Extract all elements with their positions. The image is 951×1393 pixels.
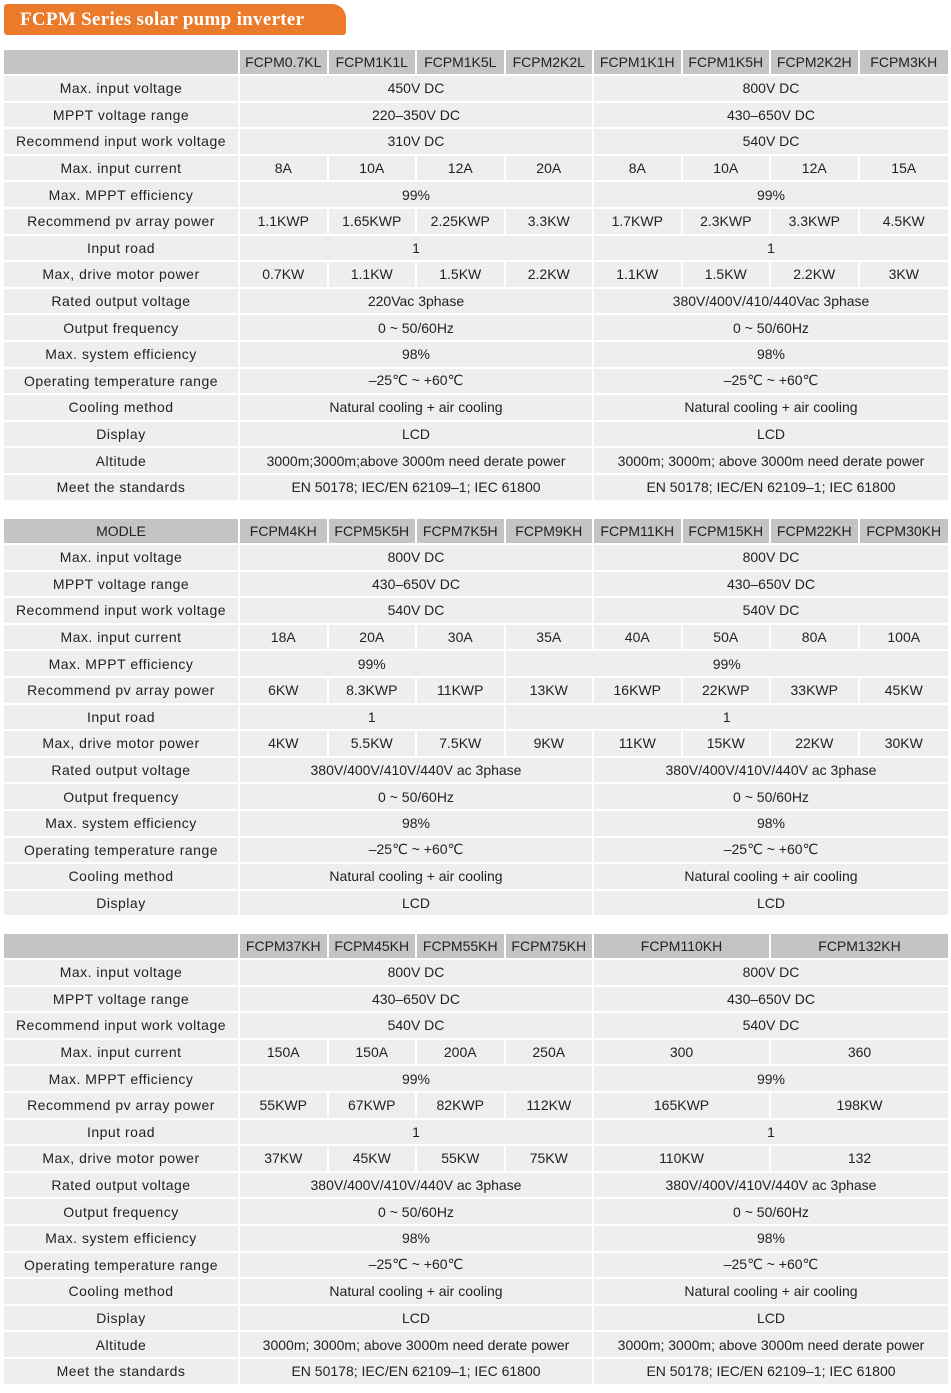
value-cell: 540V DC: [594, 1013, 948, 1040]
value-cell: 1: [240, 236, 594, 263]
value-cell: 1.7KWP: [594, 209, 683, 236]
value-cell: Natural cooling + air cooling: [240, 1279, 594, 1306]
model-header-cell: FCPM11KH: [594, 519, 683, 545]
model-header-cell: FCPM4KH: [240, 519, 329, 545]
row-label: Output frequency: [4, 784, 240, 811]
row-label: Max. MPPT efficiency: [4, 182, 240, 209]
value-cell: –25℃ ~ +60℃: [594, 838, 948, 865]
value-cell: 35A: [506, 625, 595, 652]
value-cell: LCD: [240, 422, 594, 449]
value-cell: 1.1KW: [329, 262, 418, 289]
row-label: Cooling method: [4, 1279, 240, 1306]
row-label: Recommend pv array power: [4, 678, 240, 705]
value-cell: 310V DC: [240, 129, 594, 156]
table-row: [4, 76, 948, 103]
table-row: [4, 1226, 948, 1253]
model-header-cell: FCPM55KH: [417, 934, 506, 960]
value-cell: 150A: [329, 1040, 418, 1067]
model-header-cell: FCPM30KH: [860, 519, 949, 545]
row-label: Altitude: [4, 448, 240, 475]
row-label: Display: [4, 422, 240, 449]
row-label: Rated output voltage: [4, 758, 240, 785]
row-label: Cooling method: [4, 864, 240, 891]
value-cell: 165KWP: [594, 1093, 771, 1120]
table-row: [4, 651, 948, 678]
model-header-cell: FCPM9KH: [506, 519, 595, 545]
table-row: [4, 1253, 948, 1280]
value-cell: 15KW: [683, 731, 772, 758]
table-row: [4, 1199, 948, 1226]
table-row: [4, 395, 948, 422]
row-label: Input road: [4, 705, 240, 732]
value-cell: 9KW: [506, 731, 595, 758]
value-cell: Natural cooling + air cooling: [240, 395, 594, 422]
value-cell: LCD: [594, 422, 948, 449]
row-label: Output frequency: [4, 315, 240, 342]
value-cell: 1.5KW: [683, 262, 772, 289]
page-title: FCPM Series solar pump inverter: [4, 4, 346, 35]
row-label: Max. MPPT efficiency: [4, 651, 240, 678]
table-row: [4, 236, 948, 263]
model-header-cell: FCPM45KH: [329, 934, 418, 960]
value-cell: 1.1KW: [594, 262, 683, 289]
table-row: [4, 1040, 948, 1067]
model-header-cell: FCPM132KH: [771, 934, 948, 960]
table-row: [4, 838, 948, 865]
table-row: [4, 129, 948, 156]
row-label: Rated output voltage: [4, 289, 240, 316]
value-cell: 98%: [594, 1226, 948, 1253]
value-cell: 82KWP: [417, 1093, 506, 1120]
value-cell: 1.1KWP: [240, 209, 329, 236]
model-header-cell: FCPM22KH: [771, 519, 860, 545]
value-cell: 198KW: [771, 1093, 948, 1120]
value-cell: 50A: [683, 625, 772, 652]
row-label: Operating temperature range: [4, 369, 240, 396]
value-cell: 540V DC: [594, 598, 948, 625]
value-cell: 800V DC: [594, 545, 948, 572]
table-row: [4, 1066, 948, 1093]
row-label: Recommend input work voltage: [4, 129, 240, 156]
model-header-cell: FCPM1K1H: [594, 50, 683, 76]
model-header-cell: FCPM1K1L: [329, 50, 418, 76]
value-cell: 33KWP: [771, 678, 860, 705]
value-cell: 67KWP: [329, 1093, 418, 1120]
table-row: [4, 811, 948, 838]
row-label: Max. input current: [4, 156, 240, 183]
value-cell: 430–650V DC: [240, 572, 594, 599]
value-cell: 10A: [683, 156, 772, 183]
value-cell: EN 50178; IEC/EN 62109–1; IEC 61800: [594, 1359, 948, 1386]
value-cell: 8A: [240, 156, 329, 183]
value-cell: EN 50178; IEC/EN 62109–1; IEC 61800: [240, 475, 594, 502]
row-label: MPPT voltage range: [4, 572, 240, 599]
value-cell: 30KW: [860, 731, 949, 758]
value-cell: 110KW: [594, 1146, 771, 1173]
value-cell: 540V DC: [240, 598, 594, 625]
table-row: [4, 987, 948, 1014]
model-header-cell: FCPM5K5H: [329, 519, 418, 545]
table-row: [4, 758, 948, 785]
value-cell: 3.3KW: [506, 209, 595, 236]
row-label: Recommend input work voltage: [4, 598, 240, 625]
value-cell: 380V/400V/410V/440V ac 3phase: [240, 1173, 594, 1200]
value-cell: 30A: [417, 625, 506, 652]
table-row: [4, 1146, 948, 1173]
value-cell: 200A: [417, 1040, 506, 1067]
table-row: [4, 731, 948, 758]
value-cell: 20A: [329, 625, 418, 652]
value-cell: 220Vac 3phase: [240, 289, 594, 316]
value-cell: 16KWP: [594, 678, 683, 705]
value-cell: LCD: [240, 1306, 594, 1333]
model-header-cell: FCPM15KH: [683, 519, 772, 545]
model-header-cell: FCPM3KH: [860, 50, 949, 76]
spec-table-mid-power: [4, 519, 948, 917]
value-cell: 99%: [240, 651, 506, 678]
value-cell: 98%: [594, 811, 948, 838]
header-label-cell: MODLE: [4, 519, 240, 545]
value-cell: 2.2KW: [771, 262, 860, 289]
value-cell: 37KW: [240, 1146, 329, 1173]
table-row: [4, 1279, 948, 1306]
table-row: [4, 705, 948, 732]
table-row: [4, 1306, 948, 1333]
row-label: Meet the standards: [4, 1359, 240, 1386]
value-cell: 45KW: [329, 1146, 418, 1173]
value-cell: 13KW: [506, 678, 595, 705]
model-header-cell: FCPM7K5H: [417, 519, 506, 545]
table-row: [4, 1120, 948, 1147]
row-label: Max, drive motor power: [4, 731, 240, 758]
value-cell: 45KW: [860, 678, 949, 705]
table-row: [4, 598, 948, 625]
value-cell: 99%: [594, 182, 948, 209]
row-label: Max, drive motor power: [4, 262, 240, 289]
row-label: Max, drive motor power: [4, 1146, 240, 1173]
table-row: [4, 784, 948, 811]
row-label: Recommend input work voltage: [4, 1013, 240, 1040]
value-cell: 0 ~ 50/60Hz: [240, 315, 594, 342]
value-cell: 300: [594, 1040, 771, 1067]
table-row: [4, 209, 948, 236]
value-cell: 0 ~ 50/60Hz: [240, 1199, 594, 1226]
value-cell: 250A: [506, 1040, 595, 1067]
model-header-cell: FCPM1K5H: [683, 50, 772, 76]
value-cell: 3000m;3000m;above 3000m need derate power: [240, 448, 594, 475]
table-row: [4, 182, 948, 209]
value-cell: 540V DC: [594, 129, 948, 156]
row-label: MPPT voltage range: [4, 103, 240, 130]
value-cell: 8A: [594, 156, 683, 183]
value-cell: 100A: [860, 625, 949, 652]
value-cell: 3000m; 3000m; above 3000m need derate power: [594, 1332, 948, 1359]
model-header-cell: FCPM2K2L: [506, 50, 595, 76]
value-cell: 98%: [240, 342, 594, 369]
table-row: [4, 156, 948, 183]
table-row: [4, 1332, 948, 1359]
row-label: Max. input current: [4, 625, 240, 652]
value-cell: 75KW: [506, 1146, 595, 1173]
table-row: [4, 262, 948, 289]
value-cell: 0 ~ 50/60Hz: [240, 784, 594, 811]
value-cell: 360: [771, 1040, 948, 1067]
value-cell: 3KW: [860, 262, 949, 289]
table-header-row: [4, 50, 948, 76]
value-cell: 150A: [240, 1040, 329, 1067]
value-cell: 3.3KWP: [771, 209, 860, 236]
value-cell: 8.3KWP: [329, 678, 418, 705]
value-cell: 2.25KWP: [417, 209, 506, 236]
value-cell: 55KWP: [240, 1093, 329, 1120]
value-cell: –25℃ ~ +60℃: [240, 1253, 594, 1280]
value-cell: 800V DC: [240, 960, 594, 987]
value-cell: 15A: [860, 156, 949, 183]
table-row: [4, 678, 948, 705]
value-cell: 2.3KWP: [683, 209, 772, 236]
row-label: Input road: [4, 1120, 240, 1147]
model-header-cell: FCPM75KH: [506, 934, 595, 960]
value-cell: Natural cooling + air cooling: [594, 864, 948, 891]
table-row: [4, 1093, 948, 1120]
value-cell: –25℃ ~ +60℃: [240, 838, 594, 865]
value-cell: 132: [771, 1146, 948, 1173]
value-cell: 4.5KW: [860, 209, 949, 236]
model-header-cell: FCPM37KH: [240, 934, 329, 960]
value-cell: 1: [594, 1120, 948, 1147]
value-cell: –25℃ ~ +60℃: [240, 369, 594, 396]
table-row: [4, 960, 948, 987]
value-cell: 12A: [417, 156, 506, 183]
value-cell: 99%: [240, 1066, 594, 1093]
table-row: [4, 1359, 948, 1386]
row-label: Max. input voltage: [4, 76, 240, 103]
value-cell: 0 ~ 50/60Hz: [594, 315, 948, 342]
value-cell: Natural cooling + air cooling: [240, 864, 594, 891]
table-row: [4, 369, 948, 396]
value-cell: 1.65KWP: [329, 209, 418, 236]
model-header-cell: FCPM1K5L: [417, 50, 506, 76]
value-cell: 380V/400V/410/440Vac 3phase: [594, 289, 948, 316]
table-row: [4, 545, 948, 572]
value-cell: 1: [240, 705, 506, 732]
value-cell: EN 50178; IEC/EN 62109–1; IEC 61800: [240, 1359, 594, 1386]
row-label: Operating temperature range: [4, 1253, 240, 1280]
value-cell: 22KW: [771, 731, 860, 758]
header-label-cell: [4, 50, 240, 76]
table-row: [4, 864, 948, 891]
row-label: Input road: [4, 236, 240, 263]
value-cell: 22KWP: [683, 678, 772, 705]
value-cell: 80A: [771, 625, 860, 652]
row-label: Recommend pv array power: [4, 209, 240, 236]
value-cell: 800V DC: [594, 76, 948, 103]
value-cell: 5.5KW: [329, 731, 418, 758]
value-cell: 220–350V DC: [240, 103, 594, 130]
row-label: Max. system efficiency: [4, 1226, 240, 1253]
row-label: Max. system efficiency: [4, 811, 240, 838]
value-cell: 430–650V DC: [594, 103, 948, 130]
value-cell: 800V DC: [240, 545, 594, 572]
value-cell: 380V/400V/410V/440V ac 3phase: [594, 758, 948, 785]
value-cell: 0 ~ 50/60Hz: [594, 1199, 948, 1226]
spec-table-low-voltage: [4, 50, 948, 502]
value-cell: Natural cooling + air cooling: [594, 1279, 948, 1306]
table-row: [4, 103, 948, 130]
value-cell: 0 ~ 50/60Hz: [594, 784, 948, 811]
value-cell: EN 50178; IEC/EN 62109–1; IEC 61800: [594, 475, 948, 502]
model-header-cell: FCPM0.7KL: [240, 50, 329, 76]
value-cell: 1: [594, 236, 948, 263]
table-row: [4, 342, 948, 369]
value-cell: –25℃ ~ +60℃: [594, 1253, 948, 1280]
value-cell: 430–650V DC: [594, 572, 948, 599]
row-label: Max. system efficiency: [4, 342, 240, 369]
value-cell: 430–650V DC: [594, 987, 948, 1014]
value-cell: 4KW: [240, 731, 329, 758]
value-cell: 20A: [506, 156, 595, 183]
value-cell: –25℃ ~ +60℃: [594, 369, 948, 396]
table-row: [4, 448, 948, 475]
table-row: [4, 1013, 948, 1040]
value-cell: 11KWP: [417, 678, 506, 705]
value-cell: 380V/400V/410V/440V ac 3phase: [594, 1173, 948, 1200]
value-cell: 2.2KW: [506, 262, 595, 289]
row-label: Cooling method: [4, 395, 240, 422]
value-cell: LCD: [240, 891, 594, 918]
row-label: Max. input current: [4, 1040, 240, 1067]
value-cell: Natural cooling + air cooling: [594, 395, 948, 422]
table-row: [4, 891, 948, 918]
row-label: MPPT voltage range: [4, 987, 240, 1014]
value-cell: 99%: [506, 651, 949, 678]
value-cell: 98%: [594, 342, 948, 369]
header-label-cell: [4, 934, 240, 960]
table-row: [4, 572, 948, 599]
value-cell: 0.7KW: [240, 262, 329, 289]
value-cell: 98%: [240, 1226, 594, 1253]
value-cell: 55KW: [417, 1146, 506, 1173]
value-cell: 6KW: [240, 678, 329, 705]
value-cell: 1: [240, 1120, 594, 1147]
value-cell: 7.5KW: [417, 731, 506, 758]
row-label: Rated output voltage: [4, 1173, 240, 1200]
value-cell: 11KW: [594, 731, 683, 758]
row-label: Recommend pv array power: [4, 1093, 240, 1120]
value-cell: 112KW: [506, 1093, 595, 1120]
value-cell: 800V DC: [594, 960, 948, 987]
row-label: Display: [4, 891, 240, 918]
value-cell: 12A: [771, 156, 860, 183]
value-cell: 10A: [329, 156, 418, 183]
table-header-row: [4, 934, 948, 960]
value-cell: 99%: [594, 1066, 948, 1093]
value-cell: 40A: [594, 625, 683, 652]
table-header-row: [4, 519, 948, 545]
value-cell: 99%: [240, 182, 594, 209]
table-row: [4, 475, 948, 502]
value-cell: 1.5KW: [417, 262, 506, 289]
value-cell: 3000m; 3000m; above 3000m need derate power: [240, 1332, 594, 1359]
spec-table-high-power: [4, 934, 948, 1386]
value-cell: LCD: [594, 891, 948, 918]
table-row: [4, 625, 948, 652]
value-cell: 450V DC: [240, 76, 594, 103]
value-cell: 3000m; 3000m; above 3000m need derate power: [594, 448, 948, 475]
value-cell: 540V DC: [240, 1013, 594, 1040]
row-label: Display: [4, 1306, 240, 1333]
model-header-cell: FCPM2K2H: [771, 50, 860, 76]
table-row: [4, 289, 948, 316]
value-cell: LCD: [594, 1306, 948, 1333]
row-label: Altitude: [4, 1332, 240, 1359]
value-cell: 1: [506, 705, 949, 732]
value-cell: 430–650V DC: [240, 987, 594, 1014]
row-label: Max. input voltage: [4, 545, 240, 572]
row-label: Max. MPPT efficiency: [4, 1066, 240, 1093]
model-header-cell: FCPM110KH: [594, 934, 771, 960]
value-cell: 380V/400V/410V/440V ac 3phase: [240, 758, 594, 785]
value-cell: 18A: [240, 625, 329, 652]
value-cell: 98%: [240, 811, 594, 838]
row-label: Meet the standards: [4, 475, 240, 502]
table-row: [4, 422, 948, 449]
table-row: [4, 315, 948, 342]
row-label: Max. input voltage: [4, 960, 240, 987]
table-row: [4, 1173, 948, 1200]
row-label: Output frequency: [4, 1199, 240, 1226]
row-label: Operating temperature range: [4, 838, 240, 865]
